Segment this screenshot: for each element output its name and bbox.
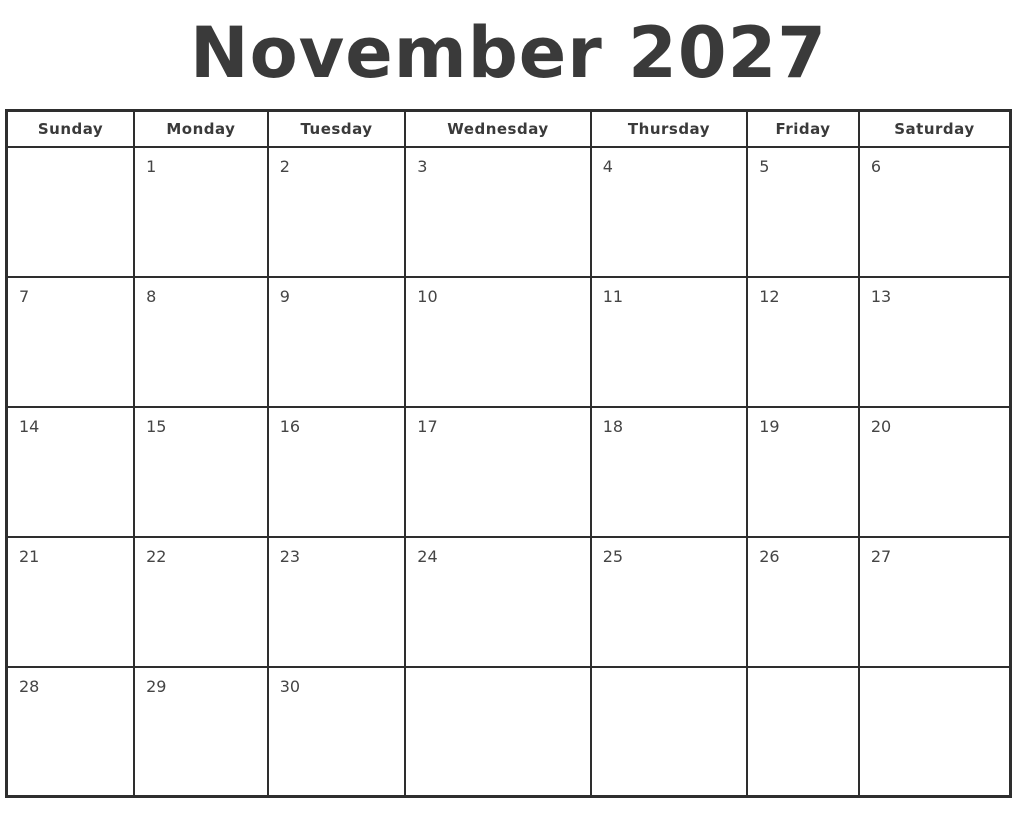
day-cell <box>859 147 1011 277</box>
week-row-3 <box>7 407 1011 537</box>
day-header-friday: Friday <box>747 111 859 147</box>
day-cell <box>405 667 590 797</box>
day-number: 21 <box>19 546 40 566</box>
week-row-1 <box>7 147 1011 277</box>
day-cell <box>859 407 1011 537</box>
day-cell <box>747 667 859 797</box>
day-cell <box>859 277 1011 407</box>
day-header-monday: Monday <box>134 111 268 147</box>
day-cell <box>591 407 748 537</box>
day-cell <box>268 537 406 667</box>
day-number: 23 <box>279 546 301 566</box>
day-number: 4 <box>602 156 613 176</box>
day-number: 25 <box>602 546 624 566</box>
day-number: 22 <box>146 546 167 566</box>
day-number: 27 <box>870 546 892 566</box>
day-number: 24 <box>417 546 438 566</box>
day-header-thursday: Thursday <box>591 111 748 147</box>
calendar-table <box>5 109 1012 798</box>
week-row-4 <box>7 537 1011 667</box>
day-cell <box>405 277 590 407</box>
day-cell <box>7 277 135 407</box>
day-cell <box>7 407 135 537</box>
day-header-sunday: Sunday <box>7 111 135 147</box>
day-number: 26 <box>759 546 780 566</box>
day-header-tuesday: Tuesday <box>268 111 406 147</box>
day-number: 20 <box>870 416 892 436</box>
day-cell <box>747 277 859 407</box>
day-cell <box>591 667 748 797</box>
day-cell <box>7 667 135 797</box>
day-cell <box>405 537 590 667</box>
day-cell <box>591 277 748 407</box>
day-cell <box>134 407 268 537</box>
day-cell <box>859 667 1011 797</box>
day-cell <box>134 147 268 277</box>
day-number: 10 <box>417 286 438 306</box>
day-number: 18 <box>602 416 624 436</box>
day-number: 29 <box>146 676 167 696</box>
day-cell <box>747 407 859 537</box>
day-number: 14 <box>19 416 40 436</box>
day-number: 6 <box>870 156 882 176</box>
day-number: 30 <box>279 676 301 696</box>
day-number: 19 <box>759 416 780 436</box>
calendar-title: November 2027 <box>189 12 828 94</box>
day-number: 16 <box>279 416 301 436</box>
day-number: 5 <box>759 156 770 176</box>
day-cell <box>134 537 268 667</box>
day-cell <box>859 537 1011 667</box>
day-number: 15 <box>146 416 167 436</box>
week-row-5 <box>7 667 1011 797</box>
day-number: 28 <box>19 676 40 696</box>
day-number: 2 <box>279 156 290 176</box>
day-number: 12 <box>759 286 780 306</box>
day-cell <box>747 147 859 277</box>
day-cell <box>268 147 406 277</box>
day-number: 1 <box>146 156 157 176</box>
day-cell <box>7 537 135 667</box>
weekday-header-row <box>7 111 1011 147</box>
day-cell <box>268 277 406 407</box>
day-cell <box>405 147 590 277</box>
day-number: 11 <box>602 286 624 306</box>
day-header-saturday: Saturday <box>859 111 1011 147</box>
calendar-container <box>5 109 1012 798</box>
day-cell <box>7 147 135 277</box>
day-cell <box>268 407 406 537</box>
day-cell <box>268 667 406 797</box>
day-cell <box>591 147 748 277</box>
day-cell <box>405 407 590 537</box>
day-number: 8 <box>146 286 157 306</box>
day-number: 13 <box>870 286 892 306</box>
day-number: 17 <box>417 416 438 436</box>
day-header-wednesday: Wednesday <box>405 111 590 147</box>
day-number: 7 <box>19 286 30 306</box>
day-number: 3 <box>417 156 428 176</box>
week-row-2 <box>7 277 1011 407</box>
day-cell <box>591 537 748 667</box>
day-cell <box>747 537 859 667</box>
day-cell <box>134 277 268 407</box>
day-cell <box>134 667 268 797</box>
day-number: 9 <box>279 286 290 306</box>
